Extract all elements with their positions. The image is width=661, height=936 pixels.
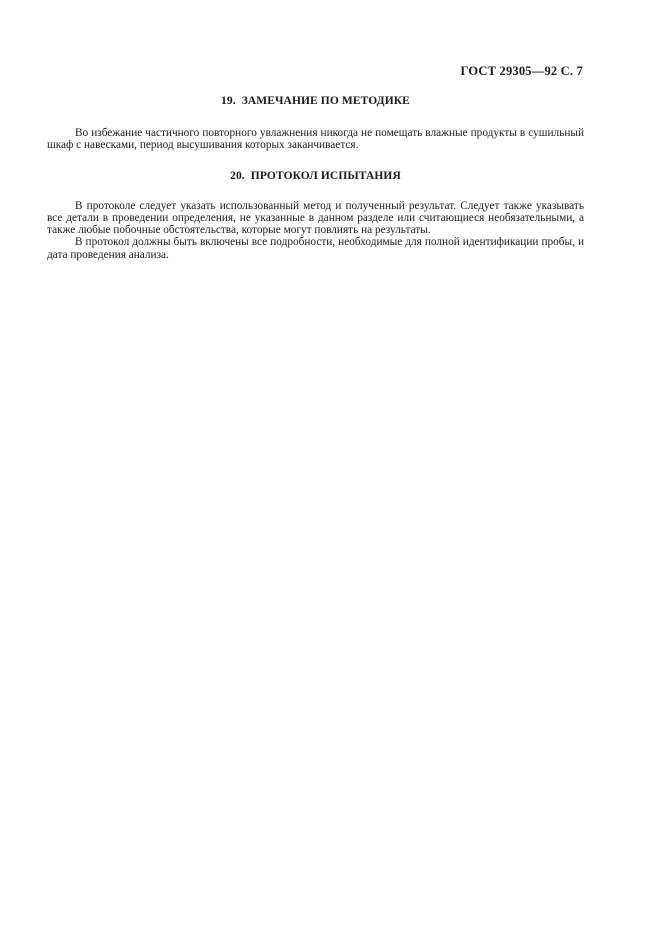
section-20-heading — [47, 169, 584, 183]
section-20-paragraph-2: В протокол должны быть включены все подробности, необходимые для полной идентификации пробы, и дата проведения анализа. — [47, 236, 584, 261]
section-19-heading — [47, 94, 584, 108]
section-19-title: ЗАМЕЧАНИЕ ПО МЕТОДИКЕ — [241, 95, 410, 107]
document-body — [47, 94, 584, 261]
page-header-doc-ref: ГОСТ 29305—92 С. 7 — [460, 64, 583, 78]
section-19-paragraph-1: Во избежание частичного повторного увлажнения никогда не помещать влажные продукты в сушильный шкаф с навесками, период высушивания которых заканчивается. — [47, 127, 584, 152]
section-20-number: 20. — [230, 169, 245, 182]
section-20-title: ПРОТОКОЛ ИСПЫТАНИЯ — [250, 169, 401, 182]
section-19-number: 19. — [221, 95, 236, 107]
section-20-paragraph-1: В протоколе следует указать использованный метод и полученный результат. Следует также указывать все детали в проведении определения, не указанные в данном разделе или считающиеся необязательными, а также любые побочные обстоятельства, которые могут повлиять на результаты. — [47, 199, 584, 237]
